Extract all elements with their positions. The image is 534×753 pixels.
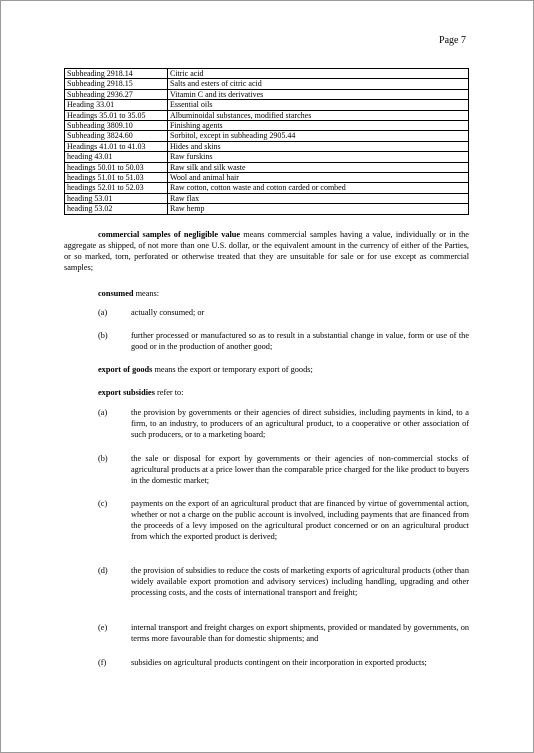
heading-code-cell: heading 53.01 (65, 193, 168, 203)
item-label: (e) (98, 623, 108, 632)
item-label: (f) (98, 658, 107, 667)
heading-code-cell: headings 52.01 to 52.03 (65, 183, 168, 193)
consumed-definition (98, 289, 469, 300)
item-label: (c) (98, 499, 108, 508)
product-description-cell: Raw hemp (168, 204, 469, 214)
product-description-cell: Albuminoidal substances, modified starches (168, 110, 469, 120)
table-row (65, 100, 469, 110)
table-row (65, 110, 469, 120)
table-row (65, 193, 469, 203)
product-description-cell: Raw furskins (168, 152, 469, 162)
heading-code-cell: headings 50.01 to 50.03 (65, 162, 168, 172)
definition-text: means commercial samples having a value, individually or in the aggregate as shipped, of not more than one U.S. dollar, or the equivalent amount in the currency of either of the Parties, or so marked, torn, perforated or otherwise treated that they are unsuitable for sale or for use except as commercial samples; (64, 230, 469, 272)
heading-code-cell: Subheading 2918.14 (65, 69, 168, 79)
table-row (65, 131, 469, 141)
item-text: actually consumed; or (131, 308, 205, 317)
item-text: subsidies on agricultural products contingent on their incorporation in exported products; (131, 658, 427, 667)
item-text: payments on the export of an agricultural product that are financed by virtue of governmental action, whether or not a charge on the public account is involved, including payments that are financed from the proceeds of a levy imposed on the agricultural product concerned or on an agricultural product from which the exported product is derived; (131, 499, 469, 541)
defined-term: commercial samples of negligible value (98, 230, 241, 239)
table-row (65, 162, 469, 172)
item-text: the provision of subsidies to reduce the costs of marketing exports of agricultural products (other than widely available export promotion and advisory services) including handling, upgrading and other processing costs, and the costs of international transport and freight; (131, 566, 470, 597)
defined-term: export subsidies (98, 388, 155, 397)
item-label: (d) (98, 566, 108, 575)
table-row (65, 152, 469, 162)
page-number: Page 7 (439, 35, 466, 46)
heading-code-cell: Headings 41.01 to 41.03 (65, 141, 168, 151)
table-row (65, 89, 469, 99)
heading-code-cell: heading 43.01 (65, 152, 168, 162)
heading-code-cell: heading 53.02 (65, 204, 168, 214)
definition-text: means: (133, 289, 160, 298)
defined-term: consumed (98, 289, 134, 298)
product-description-cell: Wool and animal hair (168, 173, 469, 183)
heading-code-cell: headings 51.01 to 51.03 (65, 173, 168, 183)
heading-code-cell: Subheading 3809.10 (65, 121, 168, 131)
heading-code-cell: Subheading 2918.15 (65, 79, 168, 89)
definition-text: refer to: (154, 388, 184, 397)
product-description-cell: Essential oils (168, 100, 469, 110)
heading-code-cell: Heading 33.01 (65, 100, 168, 110)
product-description-cell: Raw flax (168, 193, 469, 203)
item-text: the sale or disposal for export by governments or their agencies of non-commercial stocks of agricultural products at a price lower than the comparable price charged for the like product to buyers in the domestic market; (131, 454, 469, 485)
product-description-cell: Citric acid (168, 69, 469, 79)
table-row (65, 173, 469, 183)
heading-code-cell: Headings 35.01 to 35.05 (65, 110, 168, 120)
table-row (65, 69, 469, 79)
product-description-cell: Finishing agents (168, 121, 469, 131)
definition-text: means the export or temporary export of goods; (152, 365, 313, 374)
heading-code-cell: Subheading 2936.27 (65, 89, 168, 99)
product-description-cell: Raw silk and silk waste (168, 162, 469, 172)
product-description-cell: Vitamin C and its derivatives (168, 89, 469, 99)
item-label: (a) (98, 408, 108, 417)
item-text: further processed or manufactured so as to result in a substantial change in value, form or use of the good or in the production of another good; (131, 331, 469, 351)
product-description-cell: Sorbitol, except in subheading 2905.44 (168, 131, 469, 141)
item-label: (a) (98, 308, 108, 317)
item-text: the provision by governments or their agencies of direct subsidies, including payments in kind, to a firm, to an industry, to producers of an agricultural product, to a cooperative or other association of such producers, or to a marketing board; (131, 408, 469, 439)
item-label: (b) (98, 454, 108, 463)
heading-code-cell: Subheading 3824.60 (65, 131, 168, 141)
table-row (65, 183, 469, 193)
commercial-samples-definition (64, 230, 469, 274)
item-text: internal transport and freight charges on export shipments, provided or mandated by governments, on terms more favourable than for domestic shipments; and (131, 623, 469, 643)
item-label: (b) (98, 331, 108, 340)
product-description-cell: Raw cotton, cotton waste and cotton carded or combed (168, 183, 469, 193)
defined-term: export of goods (98, 365, 153, 374)
table-row (65, 141, 469, 151)
table-row (65, 121, 469, 131)
table-row (65, 204, 469, 214)
export-subsidies-definition (98, 388, 469, 399)
product-description-cell: Hides and skins (168, 141, 469, 151)
export-of-goods-definition (98, 365, 469, 376)
product-description-cell: Salts and esters of citric acid (168, 79, 469, 89)
tariff-table (64, 68, 469, 215)
table-row (65, 79, 469, 89)
